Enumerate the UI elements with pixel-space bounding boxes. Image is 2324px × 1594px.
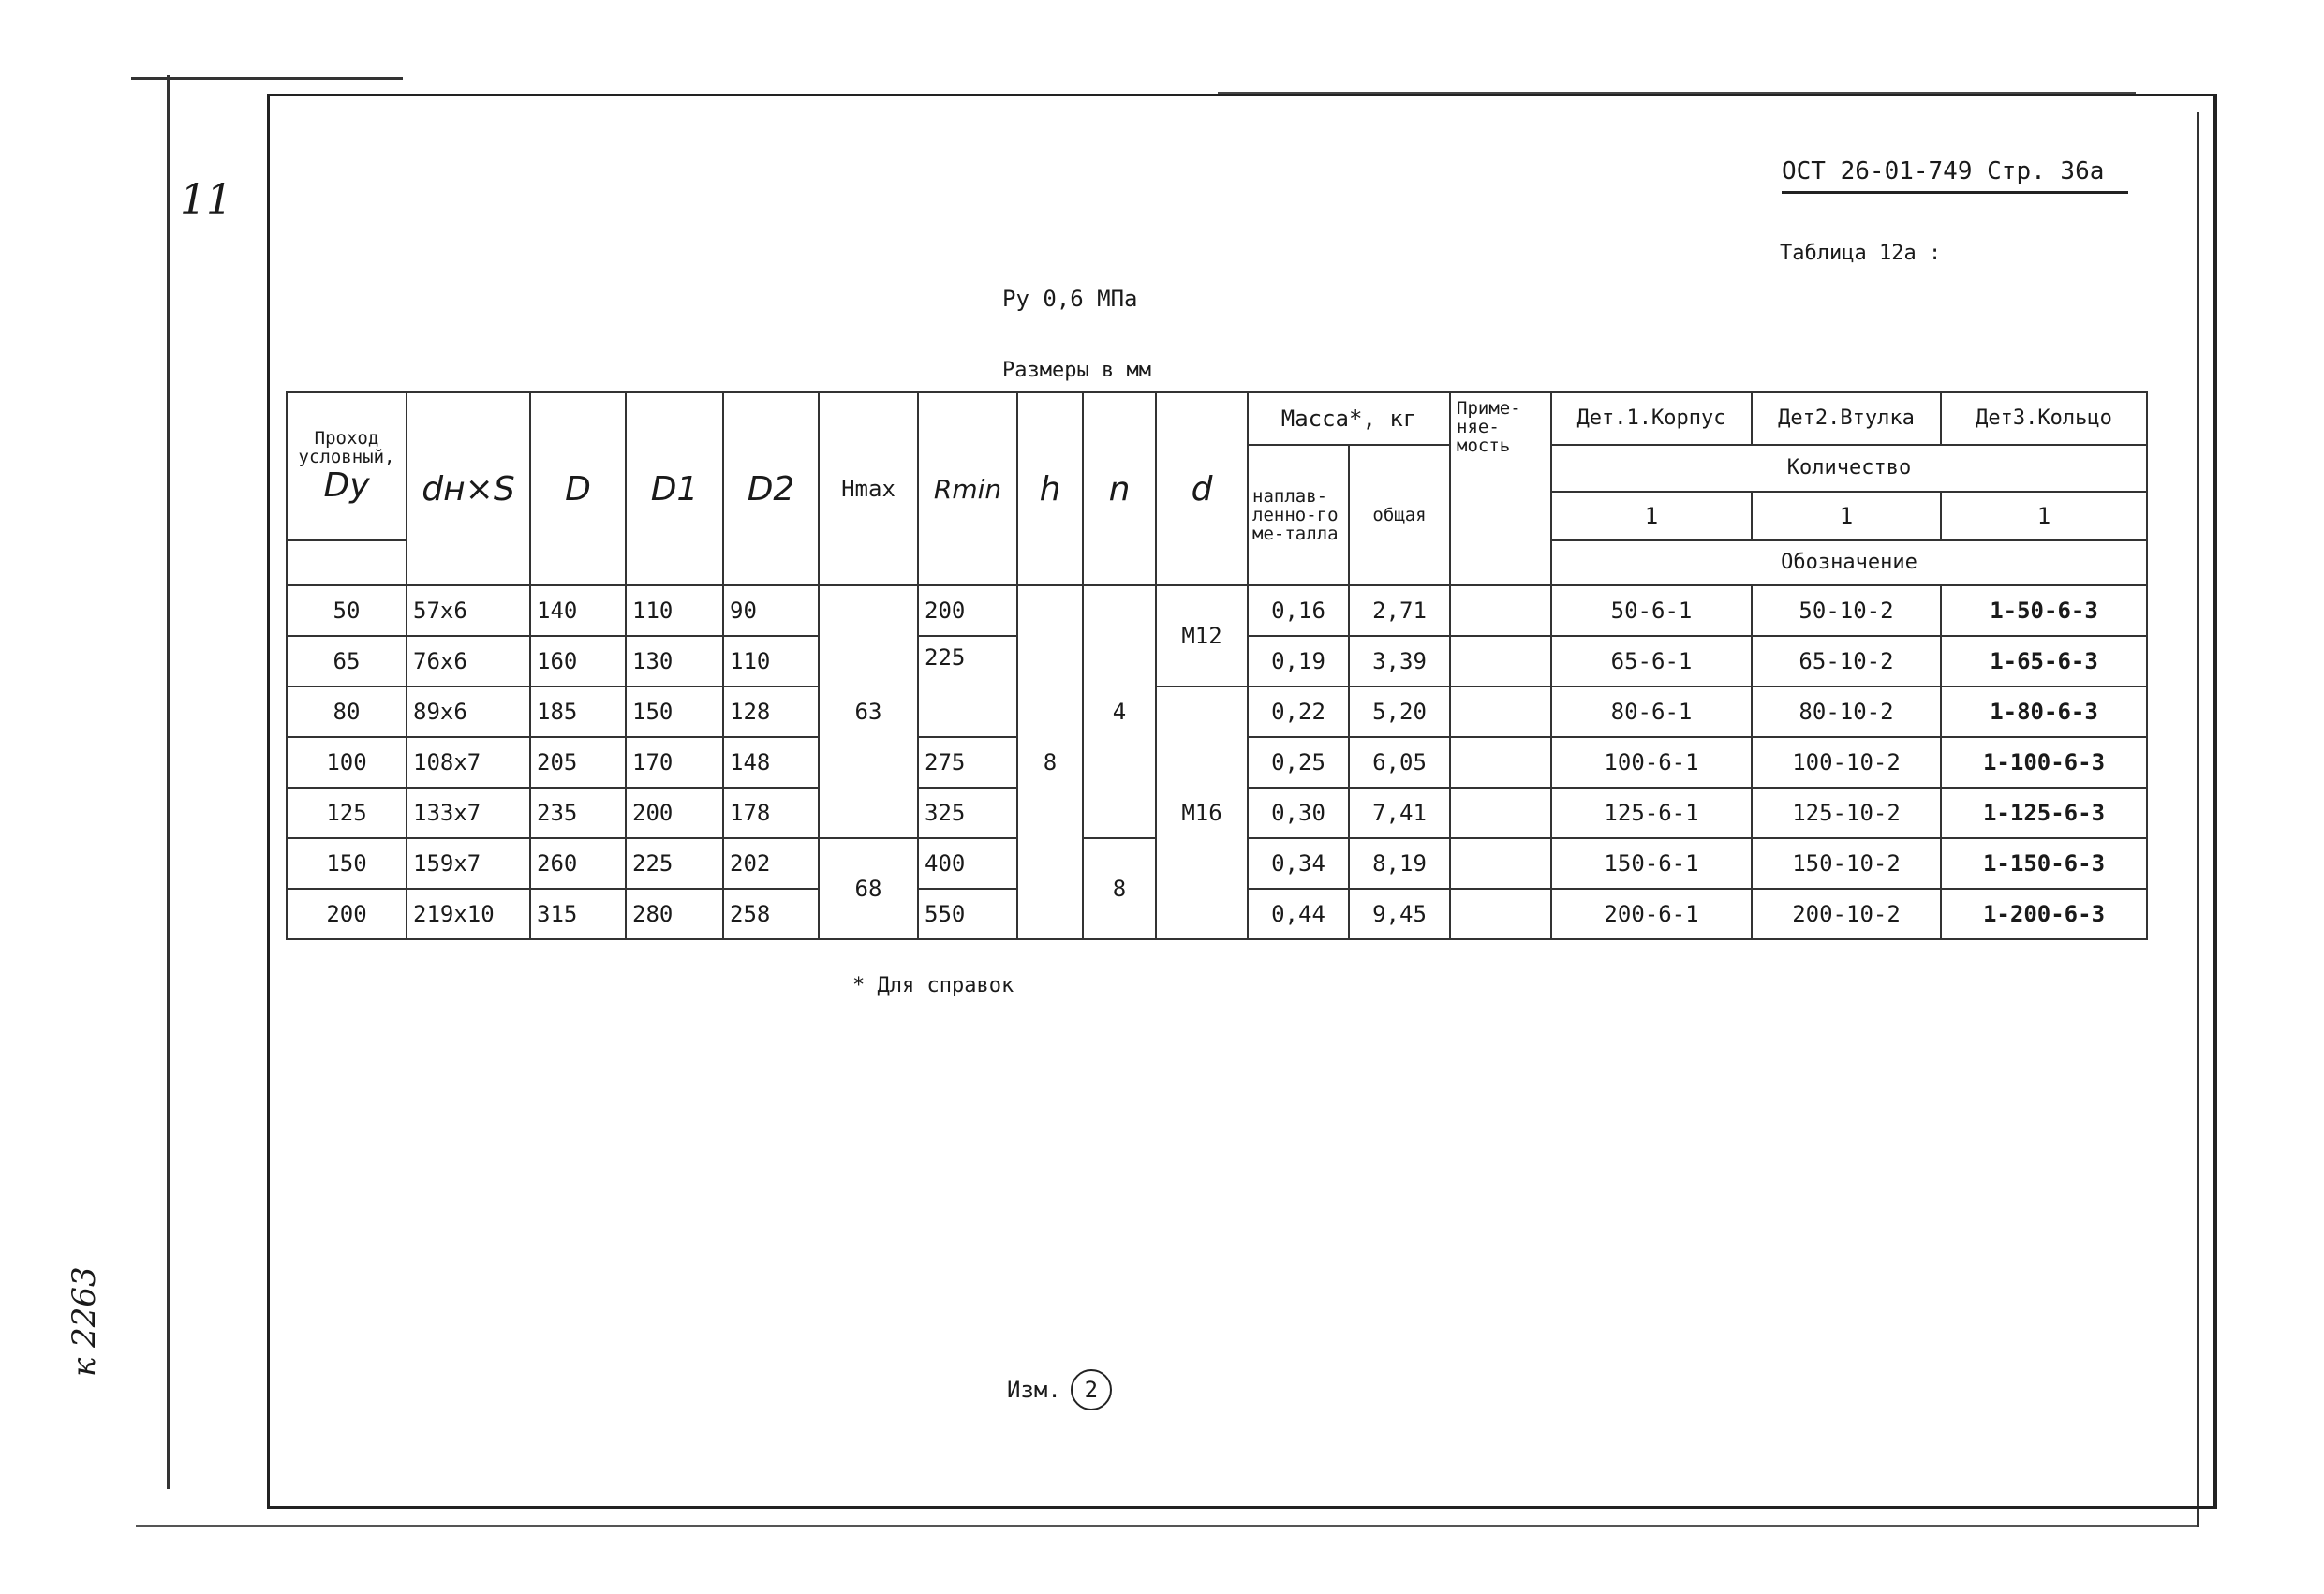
header-det2: Дет2.Втулка	[1752, 392, 1941, 445]
cell-det1: 200-6-1	[1551, 889, 1752, 939]
cell-mass-deposited: 0,44	[1248, 889, 1349, 939]
table-label: Таблица 12а :	[1780, 242, 1942, 265]
cell-mass-total: 6,05	[1349, 737, 1450, 788]
cell-det3: 1-100-6-3	[1941, 737, 2147, 788]
cell-D2: 128	[723, 686, 819, 737]
header-D2: D2	[723, 392, 819, 585]
cell-n-a: 4	[1083, 585, 1156, 838]
cell-n-b: 8	[1083, 838, 1156, 939]
header-dn-s: dн×S	[407, 392, 530, 585]
cell-det2: 100-10-2	[1752, 737, 1941, 788]
footnote: * Для справок	[852, 974, 1014, 997]
cell-D2: 110	[723, 636, 819, 686]
revision-number: 2	[1071, 1369, 1112, 1410]
cell-mass-deposited: 0,19	[1248, 636, 1349, 686]
pressure-label: Ру 0,6 МПа	[1002, 286, 1138, 312]
cell-applicability	[1450, 737, 1551, 788]
cell-mass-total: 5,20	[1349, 686, 1450, 737]
cell-mass-deposited: 0,16	[1248, 585, 1349, 636]
cell-D1: 280	[626, 889, 723, 939]
cell-det1: 65-6-1	[1551, 636, 1752, 686]
header-D: D	[530, 392, 626, 585]
header-rmin: Rmin	[918, 392, 1017, 585]
cell-det3: 1-200-6-3	[1941, 889, 2147, 939]
table-row	[287, 585, 2147, 636]
header-d: d	[1156, 392, 1248, 585]
cell-dy: 150	[287, 838, 407, 889]
cell-d-b: М16	[1156, 686, 1248, 939]
bottom-rule	[136, 1525, 2197, 1527]
cell-D2: 202	[723, 838, 819, 889]
cell-D2: 90	[723, 585, 819, 636]
cell-det2: 150-10-2	[1752, 838, 1941, 889]
cell-dns: 159х7	[407, 838, 530, 889]
cell-D: 260	[530, 838, 626, 889]
page-mark: 11	[180, 176, 232, 224]
cell-dy: 200	[287, 889, 407, 939]
cell-dns: 133х7	[407, 788, 530, 838]
cell-mass-deposited: 0,25	[1248, 737, 1349, 788]
cell-det3: 1-65-6-3	[1941, 636, 2147, 686]
header-mass-total: общая	[1349, 445, 1450, 585]
header-applicability: Приме-няе-мость	[1450, 392, 1551, 585]
cell-D1: 130	[626, 636, 723, 686]
cell-D1: 170	[626, 737, 723, 788]
cell-dy: 125	[287, 788, 407, 838]
cell-D: 315	[530, 889, 626, 939]
cell-D: 235	[530, 788, 626, 838]
quantity-det1: 1	[1551, 492, 1752, 540]
cell-dy: 65	[287, 636, 407, 686]
cell-dns: 76х6	[407, 636, 530, 686]
cell-dns: 219х10	[407, 889, 530, 939]
cell-det3: 1-150-6-3	[1941, 838, 2147, 889]
header-mass: Масса*, кг	[1248, 392, 1450, 445]
outer-left-border	[167, 75, 170, 1489]
header-h: h	[1017, 392, 1083, 585]
cell-hmax-a: 63	[819, 585, 918, 838]
cell-det2: 80-10-2	[1752, 686, 1941, 737]
cell-dy: 80	[287, 686, 407, 737]
cell-mass-total: 2,71	[1349, 585, 1450, 636]
cell-dns: 108х7	[407, 737, 530, 788]
cell-det3: 1-50-6-3	[1941, 585, 2147, 636]
header-mass-deposited: наплав-ленно-го ме-талла	[1248, 445, 1349, 585]
cell-mass-deposited: 0,30	[1248, 788, 1349, 838]
cell-d-a: М12	[1156, 585, 1248, 686]
cell-det1: 100-6-1	[1551, 737, 1752, 788]
header-det3: Дет3.Кольцо	[1941, 392, 2147, 445]
revision-label: Изм.	[1007, 1377, 1061, 1403]
document-code: ОСТ 26-01-749 Стр. 36а	[1782, 157, 2128, 194]
cell-D: 205	[530, 737, 626, 788]
cell-D: 185	[530, 686, 626, 737]
header-passage-text: Проход условный,	[298, 427, 395, 467]
cell-D1: 200	[626, 788, 723, 838]
dimensions-caption: Размеры в мм	[1002, 359, 1151, 382]
cell-det2: 65-10-2	[1752, 636, 1941, 686]
cell-dns: 89х6	[407, 686, 530, 737]
header-hmax: Hmax	[819, 392, 918, 585]
cell-mass-deposited: 0,34	[1248, 838, 1349, 889]
cell-det1: 125-6-1	[1551, 788, 1752, 838]
cell-rmin: 325	[918, 788, 1017, 838]
cell-applicability	[1450, 636, 1551, 686]
cell-D1: 225	[626, 838, 723, 889]
cell-det2: 125-10-2	[1752, 788, 1941, 838]
cell-rmin: 275	[918, 737, 1017, 788]
cell-mass-total: 8,19	[1349, 838, 1450, 889]
header-passage	[287, 392, 407, 540]
cell-mass-total: 7,41	[1349, 788, 1450, 838]
cell-rmin: 550	[918, 889, 1017, 939]
cell-dy: 100	[287, 737, 407, 788]
cell-D1: 150	[626, 686, 723, 737]
cell-mass-deposited: 0,22	[1248, 686, 1349, 737]
header-D1: D1	[626, 392, 723, 585]
cell-det1: 80-6-1	[1551, 686, 1752, 737]
cell-mass-total: 3,39	[1349, 636, 1450, 686]
cell-det2: 200-10-2	[1752, 889, 1941, 939]
cell-dy: 50	[287, 585, 407, 636]
header-n: n	[1083, 392, 1156, 585]
cell-det1: 50-6-1	[1551, 585, 1752, 636]
cell-applicability	[1450, 686, 1551, 737]
header-passage-bottom	[287, 540, 407, 585]
cell-mass-total: 9,45	[1349, 889, 1450, 939]
cell-hmax-b: 68	[819, 838, 918, 939]
cell-dns: 57х6	[407, 585, 530, 636]
quantity-det3: 1	[1941, 492, 2147, 540]
cell-D: 140	[530, 585, 626, 636]
top-rule	[131, 77, 403, 80]
cell-det2: 50-10-2	[1752, 585, 1941, 636]
cell-det3: 1-125-6-3	[1941, 788, 2147, 838]
cell-D: 160	[530, 636, 626, 686]
cell-applicability	[1450, 889, 1551, 939]
dimensions-table	[286, 391, 2148, 940]
cell-rmin: 400	[918, 838, 1017, 889]
cell-applicability	[1450, 585, 1551, 636]
cell-h: 8	[1017, 585, 1083, 939]
cell-det1: 150-6-1	[1551, 838, 1752, 889]
header-det1: Дет.1.Корпус	[1551, 392, 1752, 445]
header-quantity: Количество	[1551, 445, 2147, 492]
cell-D1: 110	[626, 585, 723, 636]
cell-det3: 1-80-6-3	[1941, 686, 2147, 737]
quantity-det2: 1	[1752, 492, 1941, 540]
cell-D2: 148	[723, 737, 819, 788]
table-row	[287, 686, 2147, 737]
cell-rmin: 225	[918, 636, 1017, 737]
cell-applicability	[1450, 838, 1551, 889]
header-designation: Обозначение	[1551, 540, 2147, 585]
side-number: к 2263	[66, 1266, 103, 1377]
header-passage-symbol: Dу	[323, 465, 370, 505]
revision-mark	[1007, 1369, 1112, 1410]
cell-D2: 258	[723, 889, 819, 939]
cell-applicability	[1450, 788, 1551, 838]
cell-D2: 178	[723, 788, 819, 838]
cell-rmin: 200	[918, 585, 1017, 636]
